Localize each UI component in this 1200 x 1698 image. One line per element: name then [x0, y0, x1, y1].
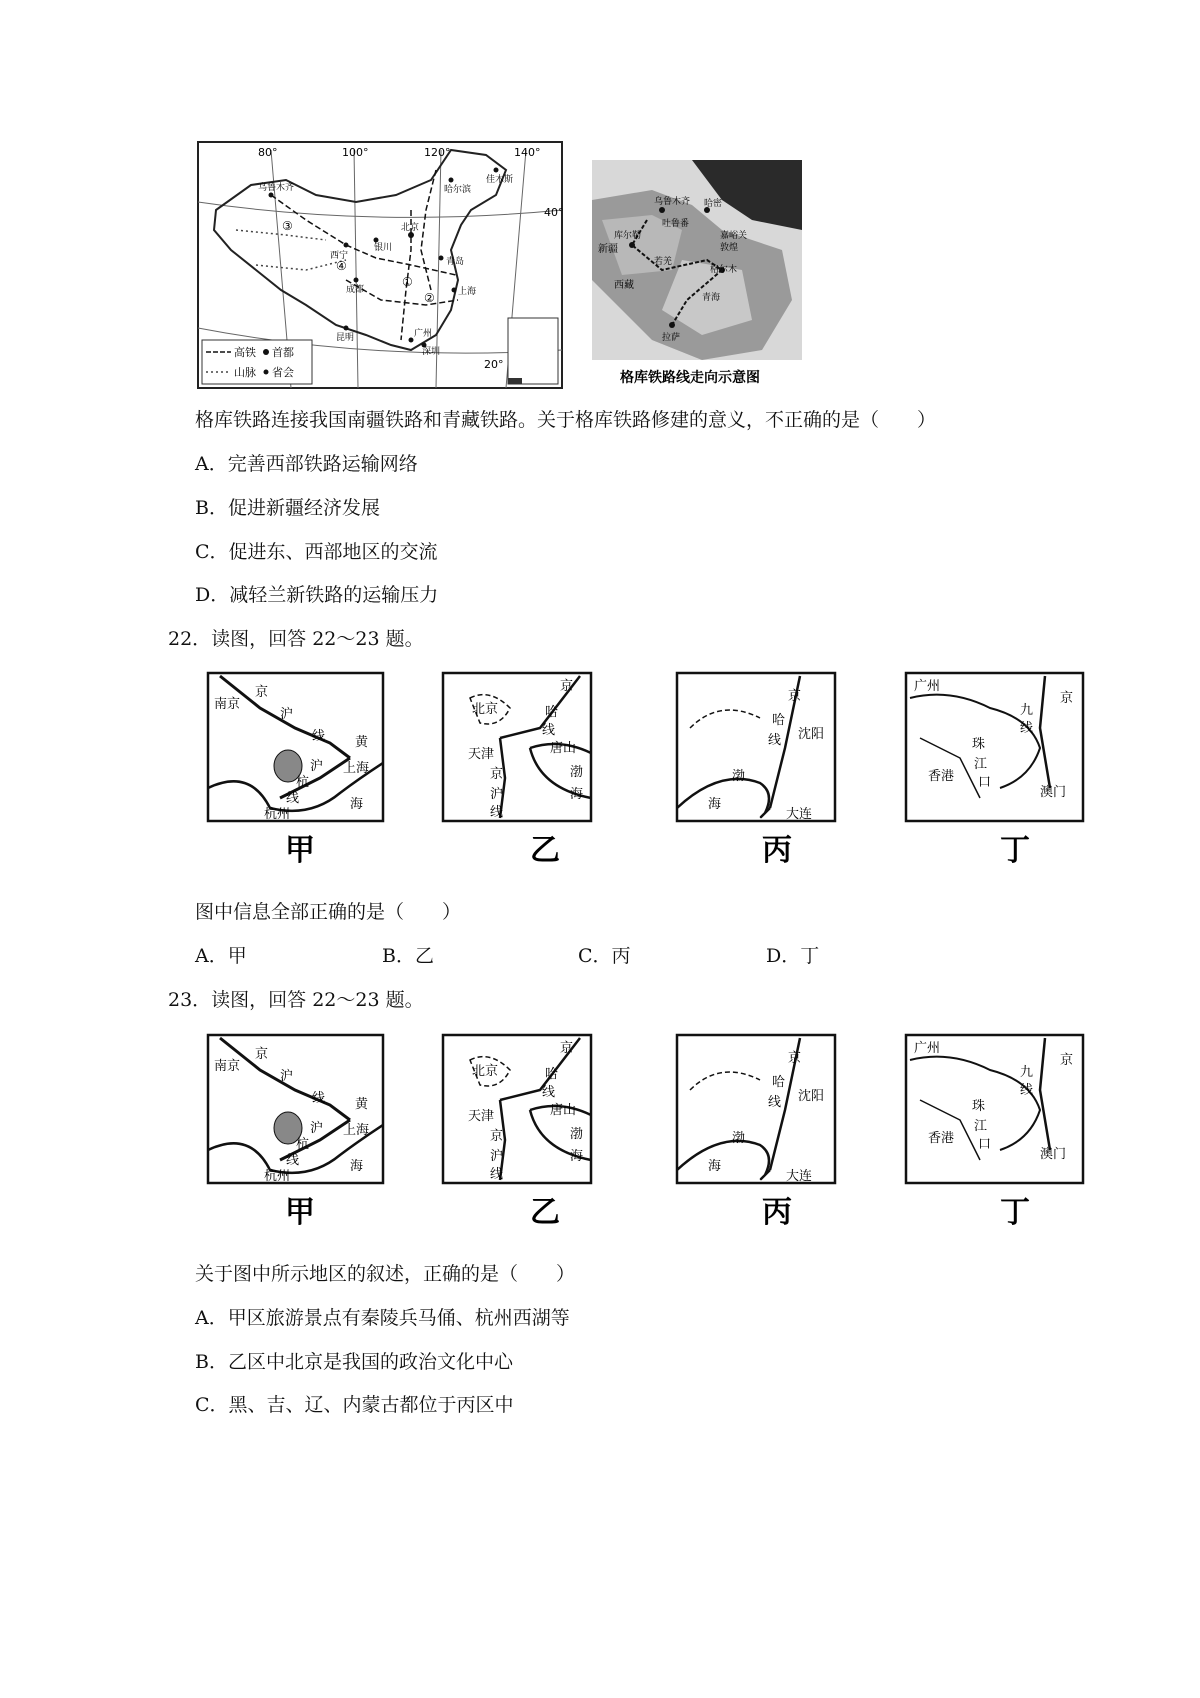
map-label: 杭: [296, 775, 310, 790]
map-label: 新疆: [598, 244, 618, 255]
map-label: 线: [490, 805, 504, 820]
map-label: 沈阳: [798, 1089, 825, 1104]
longitude-label: 100°: [342, 146, 369, 159]
panel-label-ding: 丁: [1000, 833, 1030, 868]
map-label: 广州: [914, 679, 941, 694]
map-label: 江: [974, 1119, 988, 1134]
map-label: 九: [1020, 1065, 1034, 1080]
map-label: 黄: [355, 735, 369, 750]
map-label: 天津: [468, 747, 495, 762]
map-label: 海: [708, 797, 722, 812]
route-number: ④: [336, 259, 347, 273]
map-label: 沪: [490, 787, 504, 802]
map-label: 海: [570, 787, 584, 802]
map-label: 京: [788, 1051, 802, 1066]
map-label: 线: [312, 729, 326, 744]
legend-mountain: 山脉: [234, 366, 256, 379]
q23-title: 23．读图，回答 22～23 题。: [168, 989, 424, 1011]
map-label: 北京: [472, 1064, 499, 1079]
map-label: 大连: [786, 807, 813, 822]
q21-option-c[interactable]: C．促进东、西部地区的交流: [195, 541, 438, 563]
city-label: 青岛: [446, 257, 465, 267]
map-label: 天津: [468, 1109, 495, 1124]
map-label: 渤: [570, 1127, 584, 1142]
map-label: 线: [1020, 1083, 1034, 1098]
map-label: 京: [1060, 691, 1074, 706]
route-number: ①: [402, 275, 413, 289]
geku-railway-map: [592, 160, 802, 390]
map-label: 哈: [772, 713, 786, 728]
map-label: 线: [768, 733, 782, 748]
map-label: 哈密: [704, 199, 723, 209]
map-label: 沪: [280, 707, 294, 722]
map-label: 线: [286, 1153, 300, 1168]
map-label: 南京: [214, 697, 241, 712]
city-label: 佳木斯: [486, 175, 514, 185]
map-label: 上海: [343, 1123, 370, 1138]
legend-provincial: 省会: [272, 366, 294, 379]
map-label: 澳门: [1040, 1147, 1067, 1162]
map-label: 京: [490, 1129, 504, 1144]
map-label: 口: [978, 775, 992, 790]
map-label: 澳门: [1040, 785, 1067, 800]
q22-option-d[interactable]: D．丁: [766, 945, 820, 967]
q21-option-b[interactable]: B．促进新疆经济发展: [195, 497, 380, 519]
map-label: 京: [560, 1041, 574, 1056]
legend-capital: 首都: [272, 346, 294, 359]
map-label: 线: [490, 1167, 504, 1182]
map-label: 上海: [343, 761, 370, 776]
map-label: 珠: [972, 1099, 986, 1114]
map-label: 沪: [310, 1121, 324, 1136]
map-label: 京: [788, 689, 802, 704]
city-label: 深圳: [422, 347, 441, 357]
panel-label-yi: 乙: [530, 1195, 560, 1230]
map-label: 沪: [310, 759, 324, 774]
map-label: 黄: [355, 1097, 369, 1112]
map-label: 线: [286, 791, 300, 806]
map-label: 格尔木: [710, 265, 738, 275]
q21-option-a[interactable]: A．完善西部铁路运输网络: [195, 453, 418, 475]
map-label: 海: [570, 1149, 584, 1164]
q23-map-panels: [200, 1030, 1090, 1240]
q23-stem: 关于图中所示地区的叙述，正确的是（ ）: [195, 1263, 576, 1285]
q23-option-a[interactable]: A．甲区旅游景点有秦陵兵马俑、杭州西湖等: [195, 1307, 570, 1329]
map-label: 京: [255, 1047, 269, 1062]
q22-option-a[interactable]: A．甲: [195, 945, 247, 967]
map-label: 海: [350, 1159, 364, 1174]
map-label: 南京: [214, 1059, 241, 1074]
q22-option-c[interactable]: C．丙: [578, 945, 631, 967]
map-label: 广州: [914, 1041, 941, 1056]
longitude-label: 140°: [514, 146, 541, 159]
map-label: 北京: [472, 702, 499, 717]
longitude-label: 120°: [424, 146, 451, 159]
map-label: 线: [1020, 721, 1034, 736]
map-label: 京: [560, 679, 574, 694]
map-label: 唐山: [550, 741, 577, 756]
map-label: 海: [350, 797, 364, 812]
map-caption: 格库铁路线走向示意图: [620, 370, 760, 386]
map-label: 嘉峪关: [720, 231, 748, 241]
city-label: 成都: [346, 285, 365, 295]
map-label: 杭州: [264, 1169, 291, 1184]
map-label: 沈阳: [798, 727, 825, 742]
map-label: 吐鲁番: [662, 219, 690, 229]
map-label: 沪: [490, 1149, 504, 1164]
q21-stem: 格库铁路连接我国南疆铁路和青藏铁路。关于格库铁路修建的意义，不正确的是（ ）: [195, 409, 937, 431]
map-label: 杭州: [264, 807, 291, 822]
map-label: 渤: [570, 765, 584, 780]
latitude-label: 20°: [484, 358, 504, 371]
map-label: 拉萨: [662, 333, 681, 343]
map-label: 线: [542, 1085, 556, 1100]
route-number: ②: [424, 291, 435, 305]
map-label: 江: [974, 757, 988, 772]
map-label: 大连: [786, 1169, 813, 1184]
map-label: 若羌: [654, 257, 673, 267]
map-label: 珠: [972, 737, 986, 752]
map-label: 哈: [545, 1067, 559, 1082]
map-label: 西藏: [614, 280, 634, 291]
map-label: 渤: [732, 1131, 746, 1146]
map-label: 哈: [772, 1075, 786, 1090]
map-label: 库尔勒: [614, 231, 642, 241]
map-label: 乌鲁木齐: [654, 197, 691, 207]
map-label: 海: [708, 1159, 722, 1174]
map-label: 线: [312, 1091, 326, 1106]
panel-label-yi: 乙: [530, 833, 560, 868]
panel-label-bing: 丙: [762, 1195, 792, 1230]
map-label: 哈: [545, 705, 559, 720]
q23-option-c[interactable]: C．黑、吉、辽、内蒙古都位于丙区中: [195, 1394, 514, 1416]
map-label: 香港: [928, 1131, 955, 1146]
city-label: 广州: [414, 329, 433, 339]
map-label: 青海: [702, 293, 721, 303]
map-label: 香港: [928, 769, 955, 784]
city-label: 乌鲁木齐: [258, 183, 295, 193]
q22-title: 22．读图，回答 22～23 题。: [168, 628, 424, 650]
longitude-label: 80°: [258, 146, 278, 159]
map-label: 沪: [280, 1069, 294, 1084]
q22-stem: 图中信息全部正确的是（ ）: [195, 901, 462, 923]
city-label: 西宁: [330, 251, 349, 261]
latitude-label: 40°: [544, 206, 564, 219]
map-label: 线: [542, 723, 556, 738]
legend-hsr: 高铁: [234, 346, 256, 359]
q22-map-panels: [200, 668, 1090, 878]
map-label: 京: [1060, 1053, 1074, 1068]
map-label: 京: [255, 685, 269, 700]
panel-label-ding: 丁: [1000, 1195, 1030, 1230]
city-label: 昆明: [336, 333, 355, 343]
map-label: 杭: [296, 1137, 310, 1152]
city-label: 上海: [458, 287, 477, 297]
map-label: 唐山: [550, 1103, 577, 1118]
map-label: 京: [490, 767, 504, 782]
map-label: 敦煌: [720, 243, 739, 253]
map-label: 渤: [732, 769, 746, 784]
city-label: 银川: [374, 243, 393, 253]
map-label: 九: [1020, 703, 1034, 718]
panel-label-jia: 甲: [285, 1195, 315, 1230]
q21-option-d[interactable]: D．减轻兰新铁路的运输压力: [195, 584, 439, 606]
map-label: 线: [768, 1095, 782, 1110]
q22-option-b[interactable]: B．乙: [382, 945, 434, 967]
q23-option-b[interactable]: B．乙区中北京是我国的政治文化中心: [195, 1351, 513, 1373]
route-number: ③: [282, 219, 293, 233]
panel-label-jia: 甲: [285, 833, 315, 868]
china-railway-map: [196, 140, 566, 390]
city-label: 哈尔滨: [444, 185, 472, 195]
map-label: 口: [978, 1137, 992, 1152]
panel-label-bing: 丙: [762, 833, 792, 868]
city-label: 北京: [401, 223, 420, 233]
